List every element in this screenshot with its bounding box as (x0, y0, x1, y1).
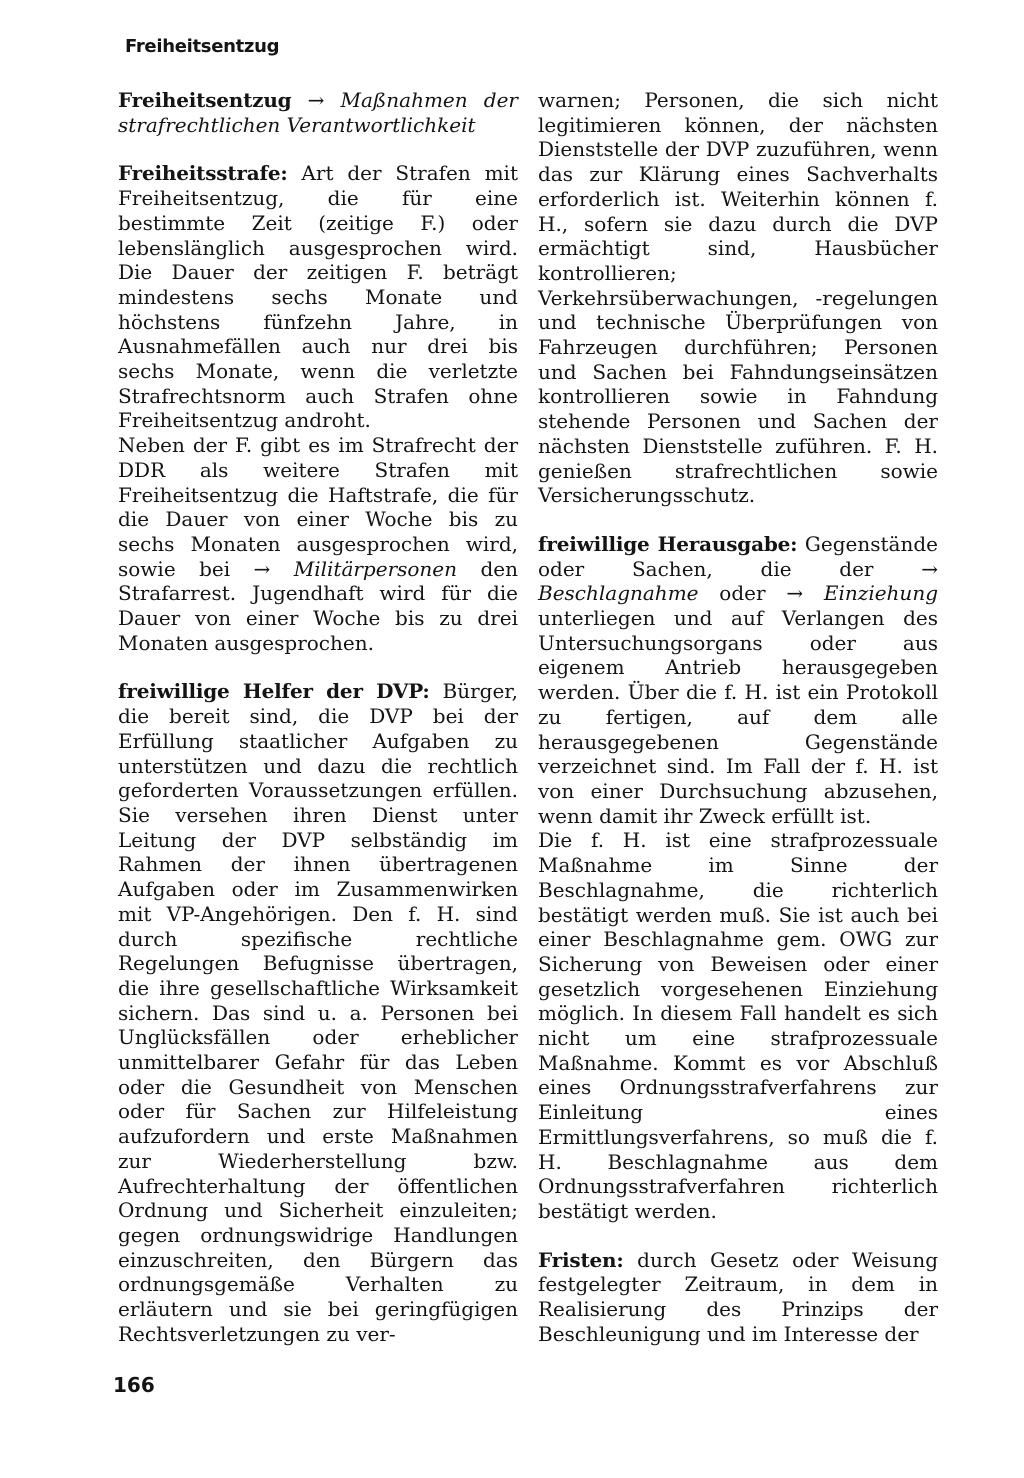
body-text: unterliegen und auf Verlangen des Untersuchungsorgans oder aus eigenem Antrieb herausgegeben werden. Über die f. H. ist ein Protokoll zu fertigen, auf dem alle herausgegebenen Gegenstände verzeichnet sind. Im Fall der f. H. ist von einer Durchsuchung abzusehen, wenn damit ihr Zweck erfüllt ist. (538, 606, 938, 828)
body-text: oder (698, 581, 766, 606)
cross-reference: Maßnahmen der strafrechtlichen Verantwortlichkeit (118, 88, 518, 137)
definition-text: Gegenstände oder Sachen, die der (538, 531, 938, 581)
entry-paragraph (538, 1248, 938, 1347)
left-column (118, 88, 518, 1370)
headword: Fristen: (538, 1247, 624, 1272)
arrow-icon: → (765, 581, 824, 606)
entry-paragraph (538, 532, 938, 828)
body-text: den Strafarrest. Jugendhaft wird für die Dauer von einer Woche bis zu drei Monaten ausgesprochen. (118, 556, 518, 655)
body-text: Neben der F. gibt es im Strafrecht der DDR als weitere Strafen mit Freiheitsentzug die Haftstrafe, die für die Dauer von einer Woche bis zu sechs Monaten ausgesprochen wird, sowie bei (118, 433, 518, 581)
running-head: Freiheitsentzug (125, 36, 280, 57)
headword: Freiheitsstrafe: (118, 161, 288, 186)
headword: freiwillige Helfer der DVP: (118, 679, 430, 704)
entry-freiwillige-herausgabe (538, 532, 938, 1224)
headword: freiwillige Herausgabe: (538, 531, 798, 556)
definition-text: durch Gesetz oder Weisung festgelegter Zeitraum, in dem in Realisierung des Prinzips der Beschleunigung und im Interesse der (538, 1247, 938, 1346)
entry-freiheitsstrafe (118, 161, 518, 655)
entry-paragraph (118, 433, 518, 655)
arrow-icon: → (873, 556, 939, 581)
cross-reference: Militärpersonen (293, 556, 458, 581)
entry-text (118, 88, 518, 137)
cross-reference: Einziehung (823, 581, 938, 606)
entry-fristen (538, 1248, 938, 1347)
entry-freiwillige-helfer-continued (538, 88, 938, 508)
page-number: 166 (113, 1373, 155, 1397)
cross-reference: Beschlagnahme (538, 581, 699, 606)
body-text: Die f. H. ist eine strafprozessuale Maßnahme im Sinne der Beschlagnahme, die richterlich bestätigt werden muß. Sie ist auch bei einer Beschlagnahme gem. OWG zur Sicherung von Beweisen oder einer gesetzlich vorgesehenen Einziehung möglich. In diesem Fall handelt es sich nicht um eine strafprozessuale Maßnahme. Kommt es vor Abschluß eines Ordnungsstrafverfahrens zur Einleitung eines Ermittlungsverfahrens, so muß die f. H. Beschlagnahme aus dem Ordnungsstrafverfahren richterlich bestätigt werden. (538, 828, 938, 1223)
entry-freiwillige-helfer (118, 679, 518, 1346)
body-text: warnen; Personen, die sich nicht legitimieren können, der nächsten Dienststelle der DVP zuzuführen, wenn das zur Klärung eines Sachverhalts erforderlich ist. Weiterhin können f. H., sofern sie dazu durch die DVP ermächtigt sind, Hausbücher kontrollieren; Verkehrsüberwachungen, -regelungen und technische Überprüfungen von Fahrzeugen durchführen; Personen und Sachen bei Fahndungseinsätzen kontrollieren sowie in Fahndung stehende Personen und Sachen der nächsten Dienststelle zuführen. F. H. genießen strafrechtlichen sowie Versicherungsschutz. (538, 88, 938, 508)
entry-paragraph (538, 88, 938, 508)
arrow-icon: → (291, 88, 341, 112)
entry-paragraph (118, 679, 518, 1346)
entry-paragraph (538, 828, 938, 1223)
entry-paragraph (118, 161, 518, 433)
entry-freiheitsentzug (118, 88, 518, 137)
right-column (538, 88, 938, 1370)
definition-text: Bürger, die bereit sind, die DVP bei der Erfüllung staatlicher Aufgaben zu unterstützen und dazu die rechtlich geforderten Voraussetzungen erfüllen. Sie versehen ihren Dienst unter Leitung der DVP selbständig im Rahmen der ihnen übertragenen Aufgaben oder im Zusammenwirken mit VP-Angehörigen. Den f. H. sind durch spezifische rechtliche Regelungen Befugnisse übertragen, die ihre gesellschaftliche Wirksamkeit sichern. Das sind u. a. Personen bei Unglücksfällen oder erheblicher unmittelbarer Gefahr für das Leben oder die Gesundheit von Menschen oder für Sachen zur Hilfeleistung aufzufordern und erste Maßnahmen zur Wiederherstellung bzw. Aufrechterhaltung der öffentlichen Ordnung und Sicherheit einzuleiten; gegen ordnungswidrige Handlungen einzuschreiten, den Bürgern das ordnungsgemäße Verhalten zu erläutern und sie bei geringfügigen Rechtsverletzungen zu ver- (118, 679, 518, 1346)
headword: Freiheitsentzug (118, 88, 292, 112)
definition-text: Art der Strafen mit Freiheitsentzug, die für eine bestimmte Zeit (zeitige F.) oder lebenslänglich ausgesprochen wird. Die Dauer der zeitigen F. beträgt mindestens sechs Monate und höchstens fünfzehn Jahre, in Ausnahmefällen auch nur drei bis sechs Monate, wenn die verletzte Strafrechtsnorm auch Strafen ohne Freiheitsentzug androht. (118, 161, 518, 433)
arrow-icon: → (230, 556, 294, 581)
